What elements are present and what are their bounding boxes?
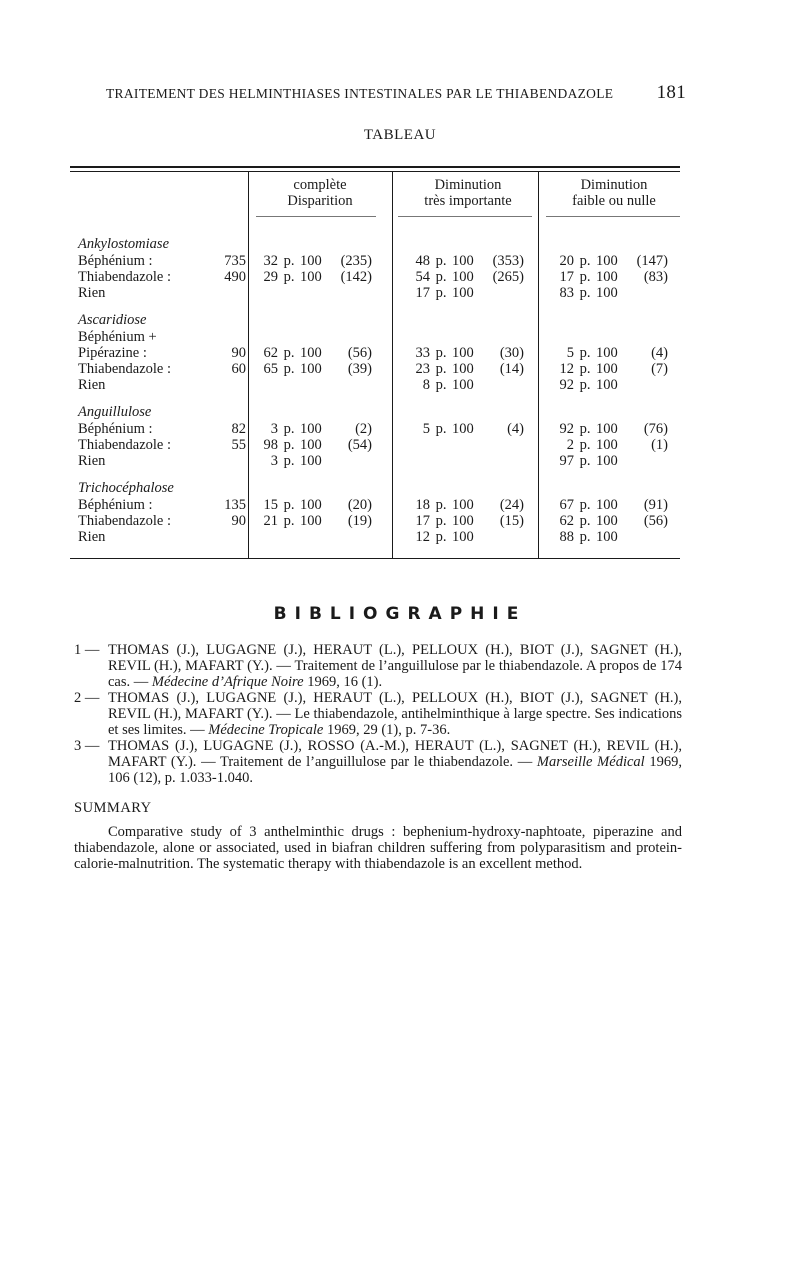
table-cell: [408, 377, 524, 394]
cell-count: (56): [643, 513, 668, 529]
col-head-underline-3: [546, 216, 680, 217]
cell-percent: 23: [415, 361, 430, 377]
table-top-rule: [70, 166, 680, 168]
cell-percent: 20: [559, 253, 574, 269]
cell-hundred: 100: [300, 253, 322, 269]
table-cell: [256, 421, 372, 438]
cell-count: (4): [507, 421, 524, 437]
cell-p: p.: [579, 285, 591, 301]
cell-percent: 15: [263, 497, 278, 513]
cell-hundred: 100: [452, 269, 474, 285]
cell-count: (56): [347, 345, 372, 361]
cell-count: (147): [636, 253, 668, 269]
row-label: Thiabendazole :: [78, 361, 171, 377]
table-cell: [408, 497, 524, 514]
cell-hundred: 100: [300, 497, 322, 513]
bibliography-journal: Médecine d’Afrique Noire: [151, 674, 304, 690]
table-cell: [408, 513, 524, 530]
cell-percent: 33: [415, 345, 430, 361]
cell-percent: 48: [415, 253, 430, 269]
cell-percent: 29: [263, 269, 278, 285]
row-label: Rien: [78, 285, 106, 301]
row-label: Thiabendazole :: [78, 513, 171, 529]
row-label: Béphénium +: [78, 329, 157, 345]
summary-text: Comparative study of 3 anthelminthic drugs : bephenium-hydroxy-naphtoate, piperazine and thiabendazole, alone or associated, used in biafran children suffering from polyparasitism and protein-calorie-malnutrition. The systematic therapy with thiabendazole is an excellent method.: [74, 824, 682, 872]
row-count: 735: [224, 253, 246, 269]
cell-hundred: 100: [596, 345, 618, 361]
group-title: Ascaridiose: [78, 312, 147, 328]
bibliography-number: 2 —: [74, 690, 100, 706]
table-cell: [552, 437, 668, 454]
cell-count: (1): [651, 437, 668, 453]
row-count: 60: [231, 361, 246, 377]
bibliography-entry: [74, 690, 682, 738]
cell-hundred: 100: [452, 513, 474, 529]
cell-hundred: 100: [596, 497, 618, 513]
cell-p: p.: [579, 421, 591, 437]
cell-percent: 5: [566, 345, 574, 361]
cell-count: (7): [651, 361, 668, 377]
cell-p: p.: [435, 529, 447, 545]
cell-p: p.: [283, 345, 295, 361]
cell-count: (20): [347, 497, 372, 513]
cell-hundred: 100: [300, 269, 322, 285]
cell-percent: 32: [263, 253, 278, 269]
cell-p: p.: [435, 253, 447, 269]
cell-p: p.: [579, 453, 591, 469]
cell-count: (265): [492, 269, 524, 285]
bibliography-journal: Marseille Médical: [536, 754, 645, 770]
bibliography-entry: [74, 642, 682, 690]
cell-count: (91): [643, 497, 668, 513]
cell-percent: 21: [263, 513, 278, 529]
cell-p: p.: [435, 421, 447, 437]
table-divider-c1: [392, 172, 393, 558]
cell-percent: 62: [263, 345, 278, 361]
cell-percent: 65: [263, 361, 278, 377]
cell-p: p.: [283, 497, 295, 513]
cell-percent: 98: [263, 437, 278, 453]
table-cell: [552, 421, 668, 438]
cell-count: (24): [499, 497, 524, 513]
cell-percent: 83: [559, 285, 574, 301]
cell-p: p.: [579, 513, 591, 529]
cell-hundred: 100: [596, 513, 618, 529]
cell-percent: 12: [415, 529, 430, 545]
bibliography-number: 3 —: [74, 738, 100, 754]
cell-percent: 8: [422, 377, 430, 393]
column-header-disparition: [256, 177, 384, 209]
column-header-diminution-faible: [544, 177, 684, 209]
cell-hundred: 100: [300, 345, 322, 361]
cell-count: (15): [499, 513, 524, 529]
bibliography-authors: THOMAS (J.), LUGAGNE (J.), HERAUT (L.), PELLOUX (H.), BIOT (J.), SAGNET (H.), REVIL (H.), MAFART (Y.). — Le thiabendazole, antihelminthique à large spectre. Ses indications et ses limites. —: [108, 690, 682, 738]
bibliography-text: [108, 738, 682, 786]
row-count: 90: [231, 345, 246, 361]
table-top-rule-thin: [70, 171, 680, 172]
row-label: Thiabendazole :: [78, 269, 171, 285]
cell-p: p.: [283, 361, 295, 377]
cell-percent: 97: [559, 453, 574, 469]
row-count: 90: [231, 513, 246, 529]
cell-p: p.: [579, 437, 591, 453]
cell-p: p.: [435, 345, 447, 361]
row-label: Rien: [78, 529, 106, 545]
cell-percent: 17: [415, 513, 430, 529]
cell-p: p.: [283, 253, 295, 269]
bibliography-journal: Médecine Tropicale: [208, 722, 324, 738]
bibliography-text: [108, 690, 682, 738]
table-cell: [552, 453, 668, 470]
running-head: [106, 82, 686, 103]
cell-percent: 3: [270, 421, 278, 437]
cell-percent: 17: [559, 269, 574, 285]
table-cell: [408, 285, 524, 302]
column-header-line1: Diminution: [434, 177, 502, 193]
row-count: 82: [231, 421, 246, 437]
cell-hundred: 100: [300, 421, 322, 437]
cell-p: p.: [435, 361, 447, 377]
cell-percent: 2: [566, 437, 574, 453]
table-cell: [256, 513, 372, 530]
table-cell: [408, 269, 524, 286]
table-cell: [552, 361, 668, 378]
cell-percent: 18: [415, 497, 430, 513]
cell-hundred: 100: [452, 253, 474, 269]
table-cell: [552, 497, 668, 514]
bibliography-citation: 1969, 16 (1).: [303, 674, 383, 690]
cell-hundred: 100: [596, 269, 618, 285]
cell-hundred: 100: [452, 285, 474, 301]
row-count: 490: [224, 269, 246, 285]
running-head-title: TRAITEMENT DES HELMINTHIASES INTESTINALES PAR LE THIABENDAZOLE: [106, 86, 614, 101]
cell-count: (14): [499, 361, 524, 377]
group-title: Anguillulose: [78, 404, 152, 420]
column-header-diminution-importante: [398, 177, 538, 209]
cell-count: (83): [643, 269, 668, 285]
cell-hundred: 100: [596, 453, 618, 469]
column-header-line1: Diminution: [580, 177, 648, 193]
cell-p: p.: [283, 421, 295, 437]
column-header-line1: complète: [293, 177, 347, 193]
cell-p: p.: [579, 377, 591, 393]
cell-p: p.: [579, 529, 591, 545]
cell-p: p.: [435, 497, 447, 513]
cell-percent: 12: [559, 361, 574, 377]
cell-count: (39): [347, 361, 372, 377]
table-cell: [408, 529, 524, 546]
table-cell: [256, 361, 372, 378]
bibliography-number: 1 —: [74, 642, 100, 658]
table-cell: [408, 421, 524, 438]
cell-percent: 92: [559, 377, 574, 393]
cell-p: p.: [283, 437, 295, 453]
cell-hundred: 100: [452, 421, 474, 437]
column-header-line2: Disparition: [287, 193, 353, 209]
cell-hundred: 100: [596, 437, 618, 453]
table-cell: [552, 253, 668, 270]
table-cell: [408, 253, 524, 270]
cell-percent: 5: [422, 421, 430, 437]
cell-p: p.: [579, 497, 591, 513]
row-label: Pipérazine :: [78, 345, 147, 361]
cell-hundred: 100: [452, 377, 474, 393]
cell-p: p.: [435, 269, 447, 285]
cell-p: p.: [435, 377, 447, 393]
table-cell: [408, 345, 524, 362]
cell-percent: 17: [415, 285, 430, 301]
bibliography-citation: 1969, 106 (12), p. 1.033-1.040.: [108, 754, 682, 786]
row-label: Thiabendazole :: [78, 437, 171, 453]
cell-percent: 92: [559, 421, 574, 437]
table-cell: [552, 377, 668, 394]
cell-p: p.: [435, 285, 447, 301]
row-label: Béphénium :: [78, 421, 153, 437]
bibliography-authors: THOMAS (J.), LUGAGNE (J.), ROSSO (A.-M.), HERAUT (L.), SAGNET (H.), REVIL (H.), MAFART (Y.). — Traitement de l’anguillulose par le thiabendazole. —: [108, 738, 682, 770]
bibliography-title: BIBLIOGRAPHIE: [273, 604, 527, 624]
cell-count: (353): [492, 253, 524, 269]
cell-p: p.: [579, 345, 591, 361]
cell-count: (76): [643, 421, 668, 437]
cell-count: (2): [355, 421, 372, 437]
table-bottom-rule: [70, 558, 680, 559]
cell-count: (30): [499, 345, 524, 361]
col-head-underline-1: [256, 216, 376, 217]
column-header-line2: faible ou nulle: [572, 193, 656, 209]
cell-percent: 67: [559, 497, 574, 513]
group-title: Ankylostomiase: [78, 236, 170, 252]
row-label: Rien: [78, 453, 106, 469]
table-cell: [552, 285, 668, 302]
table-divider-n: [248, 172, 249, 558]
cell-hundred: 100: [300, 513, 322, 529]
cell-count: (54): [347, 437, 372, 453]
cell-hundred: 100: [596, 285, 618, 301]
cell-hundred: 100: [596, 361, 618, 377]
col-head-underline-2: [398, 216, 532, 217]
cell-p: p.: [283, 453, 295, 469]
column-header-line2: très importante: [424, 193, 512, 209]
cell-hundred: 100: [596, 421, 618, 437]
cell-hundred: 100: [596, 253, 618, 269]
cell-hundred: 100: [452, 345, 474, 361]
bibliography-text: [108, 642, 682, 690]
page-number: 181: [656, 82, 686, 103]
group-title: Trichocéphalose: [78, 480, 174, 496]
cell-p: p.: [435, 513, 447, 529]
row-label: Béphénium :: [78, 253, 153, 269]
cell-count: (4): [651, 345, 668, 361]
cell-percent: 62: [559, 513, 574, 529]
cell-count: (19): [347, 513, 372, 529]
cell-hundred: 100: [300, 437, 322, 453]
cell-p: p.: [579, 361, 591, 377]
row-label: Rien: [78, 377, 106, 393]
cell-p: p.: [283, 513, 295, 529]
cell-hundred: 100: [452, 361, 474, 377]
table-cell: [256, 253, 372, 270]
table-cell: [552, 345, 668, 362]
table-title: TABLEAU: [363, 127, 437, 143]
table-cell: [552, 513, 668, 530]
cell-percent: 88: [559, 529, 574, 545]
row-label: Béphénium :: [78, 497, 153, 513]
table-cell: [552, 269, 668, 286]
cell-percent: 54: [415, 269, 430, 285]
bibliography-entry: [74, 738, 682, 786]
cell-hundred: 100: [452, 497, 474, 513]
cell-p: p.: [579, 269, 591, 285]
cell-p: p.: [283, 269, 295, 285]
cell-hundred: 100: [596, 377, 618, 393]
table-cell: [256, 497, 372, 514]
cell-count: (235): [340, 253, 372, 269]
bibliography-citation: 1969, 29 (1), p. 7-36.: [323, 722, 451, 738]
table-divider-c2: [538, 172, 539, 558]
cell-hundred: 100: [452, 529, 474, 545]
table-cell: [256, 269, 372, 286]
table-cell: [256, 345, 372, 362]
row-count: 135: [224, 497, 246, 513]
cell-count: (142): [340, 269, 372, 285]
row-count: 55: [231, 437, 246, 453]
table-cell: [256, 453, 372, 470]
bibliography-authors: THOMAS (J.), LUGAGNE (J.), HERAUT (L.), PELLOUX (H.), BIOT (J.), SAGNET (H.), REVIL (H.), MAFART (Y.). — Traitement de l’anguillulose par le thiabendazole. A propos de 174 cas. —: [108, 642, 682, 690]
table-cell: [408, 361, 524, 378]
cell-p: p.: [579, 253, 591, 269]
table-cell: [552, 529, 668, 546]
cell-percent: 3: [270, 453, 278, 469]
table-cell: [256, 437, 372, 454]
cell-hundred: 100: [300, 361, 322, 377]
cell-hundred: 100: [300, 453, 322, 469]
cell-hundred: 100: [596, 529, 618, 545]
summary-heading: SUMMARY: [74, 800, 152, 816]
